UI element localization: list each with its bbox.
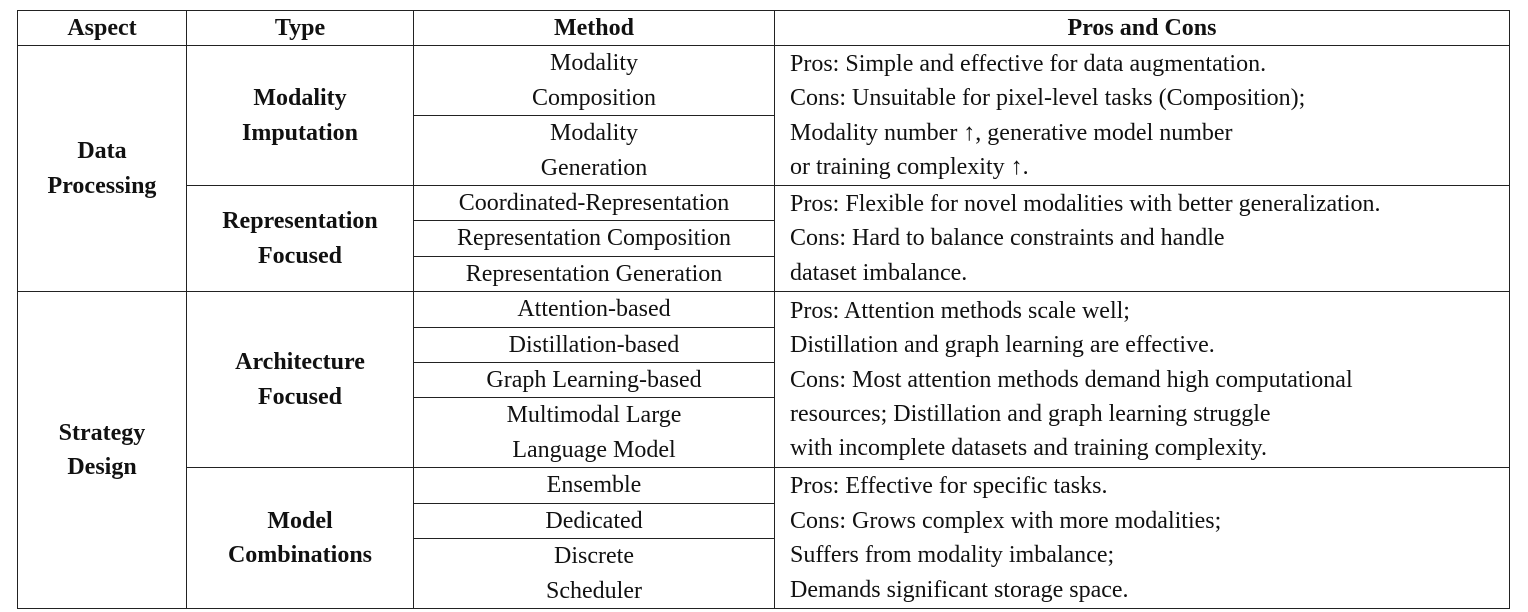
type-line: Representation bbox=[222, 208, 378, 235]
type-line: Model bbox=[267, 507, 333, 534]
pros-cons-line: Demands significant storage space. bbox=[790, 576, 1129, 603]
aspect-line: Design bbox=[67, 454, 137, 481]
method-cell-multimodal-large-language-model bbox=[414, 398, 775, 468]
method-line: Dedicated bbox=[545, 507, 643, 534]
pros-cons-line: or training complexity ↑. bbox=[790, 154, 1029, 181]
method-cell-representation-composition bbox=[414, 221, 775, 256]
type-line: Focused bbox=[258, 242, 342, 269]
type-line: Focused bbox=[258, 383, 342, 410]
method-line: Graph Learning-based bbox=[486, 367, 702, 394]
pros-cons-line: Modality number ↑, generative model number bbox=[790, 119, 1233, 146]
pros-cons-line: Cons: Hard to balance constraints and handle bbox=[790, 225, 1225, 252]
method-line: Language Model bbox=[512, 436, 676, 463]
method-cell-coordinated-representation bbox=[414, 186, 775, 221]
pros-cons-cell-representation-focused bbox=[775, 186, 1510, 292]
method-cell-discrete-scheduler bbox=[414, 539, 775, 609]
method-cell-modality-composition bbox=[414, 46, 775, 116]
pros-cons-line: resources; Distillation and graph learning struggle bbox=[790, 400, 1271, 427]
method-line: Modality bbox=[550, 120, 638, 147]
pros-cons-line: dataset imbalance. bbox=[790, 259, 968, 286]
table-row bbox=[18, 186, 1510, 221]
method-cell-dedicated bbox=[414, 503, 775, 538]
pros-cons-line: Pros: Flexible for novel modalities with better generalization. bbox=[790, 191, 1381, 218]
aspect-line: Strategy bbox=[58, 419, 146, 446]
method-line: Coordinated-Representation bbox=[458, 190, 730, 217]
aspect-line: Data bbox=[77, 138, 127, 165]
pros-cons-cell-model-combinations bbox=[775, 468, 1510, 609]
method-cell-ensemble bbox=[414, 468, 775, 503]
table-row bbox=[18, 292, 1510, 327]
aspect-line: Processing bbox=[47, 172, 157, 199]
pros-cons-line: Cons: Most attention methods demand high computational bbox=[790, 366, 1353, 393]
pros-cons-cell-architecture-focused bbox=[775, 292, 1510, 468]
pros-cons-line: Pros: Simple and effective for data augmentation. bbox=[790, 50, 1267, 77]
method-line: Composition bbox=[531, 84, 657, 111]
table-row bbox=[18, 468, 1510, 503]
pros-cons-line: Cons: Unsuitable for pixel-level tasks (Composition); bbox=[790, 85, 1306, 112]
pros-cons-line: Cons: Grows complex with more modalities; bbox=[790, 507, 1222, 534]
method-line: Discrete bbox=[554, 543, 634, 570]
method-cell-graph-learning-based bbox=[414, 363, 775, 398]
aspect-cell-data-processing bbox=[18, 46, 187, 292]
method-line: Ensemble bbox=[546, 472, 642, 499]
pros-cons-line: Distillation and graph learning are effective. bbox=[790, 332, 1215, 359]
method-line: Modality bbox=[550, 50, 638, 77]
type-cell-representation-focused bbox=[187, 186, 414, 292]
type-line: Architecture bbox=[235, 349, 365, 376]
header-type: Type bbox=[187, 11, 414, 46]
comparison-table bbox=[17, 10, 1510, 609]
pros-cons-line: Pros: Effective for specific tasks. bbox=[790, 473, 1108, 500]
type-line: Combinations bbox=[227, 542, 373, 569]
pros-cons-line: with incomplete datasets and training complexity. bbox=[790, 435, 1267, 462]
method-cell-modality-generation bbox=[414, 116, 775, 186]
method-cell-distillation-based bbox=[414, 327, 775, 362]
method-line: Attention-based bbox=[517, 296, 671, 323]
method-line: Multimodal Large bbox=[506, 402, 682, 429]
pros-cons-line: Suffers from modality imbalance; bbox=[790, 542, 1115, 569]
header-row bbox=[18, 11, 1510, 46]
header-pros-cons: Pros and Cons bbox=[775, 11, 1510, 46]
type-cell-modality-imputation bbox=[187, 46, 414, 186]
type-cell-model-combinations bbox=[187, 468, 414, 609]
pros-cons-line: Pros: Attention methods scale well; bbox=[790, 297, 1130, 324]
pros-cons-cell-modality-imputation bbox=[775, 46, 1510, 186]
aspect-cell-strategy-design bbox=[18, 292, 187, 609]
table-row bbox=[18, 46, 1510, 116]
method-line: Representation Generation bbox=[465, 260, 723, 287]
method-line: Representation Composition bbox=[457, 225, 731, 252]
method-line: Distillation-based bbox=[508, 331, 680, 358]
header-method: Method bbox=[414, 11, 775, 46]
method-line: Generation bbox=[540, 154, 648, 181]
method-line: Scheduler bbox=[546, 577, 642, 604]
type-cell-architecture-focused bbox=[187, 292, 414, 468]
type-line: Modality bbox=[253, 85, 347, 112]
method-cell-representation-generation bbox=[414, 256, 775, 291]
type-line: Imputation bbox=[241, 119, 359, 146]
header-aspect: Aspect bbox=[18, 11, 187, 46]
method-cell-attention-based bbox=[414, 292, 775, 327]
